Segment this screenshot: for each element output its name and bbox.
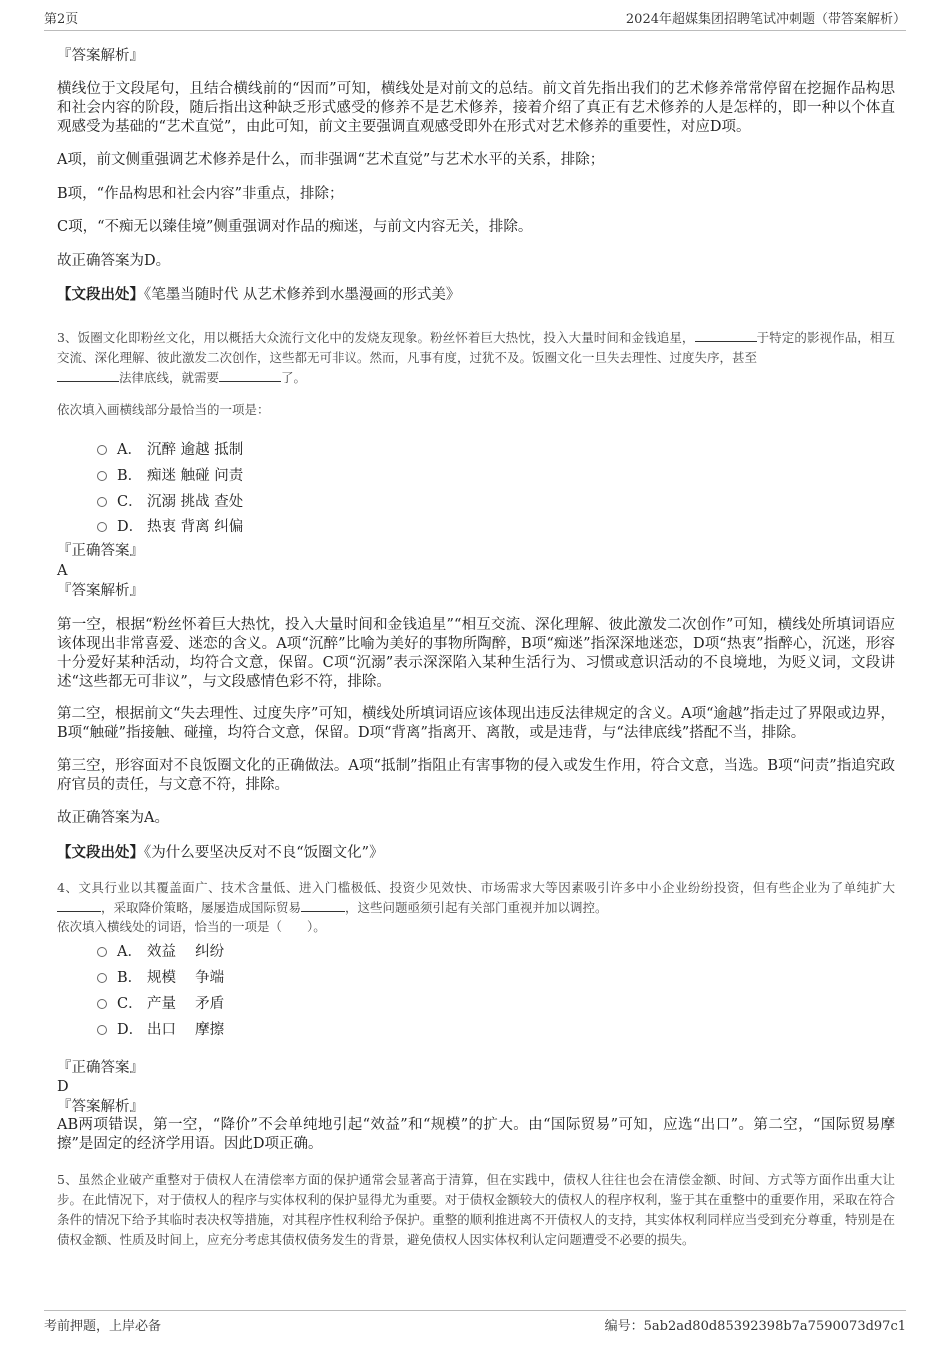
q3-source	[57, 843, 895, 863]
option-text: 沉醉 逾越 抵制	[147, 442, 244, 458]
option-text: 规模 争端	[147, 970, 225, 986]
footer-slogan: 考前押题，上岸必备	[44, 1319, 162, 1334]
q4-option-b[interactable]	[97, 966, 224, 987]
document-id: 编号：5ab2ad80d85392398b7a7590073d97c1	[604, 1319, 906, 1334]
option-letter: B．	[117, 468, 143, 484]
q3-option-b[interactable]	[97, 464, 243, 485]
blank-1	[695, 329, 757, 342]
blank-2	[301, 899, 345, 912]
q4-correct-answer: D	[57, 1079, 69, 1095]
option-letter: A．	[117, 944, 142, 960]
radio-icon[interactable]	[97, 445, 107, 455]
option-letter: D．	[117, 519, 144, 535]
page-footer	[44, 1310, 906, 1334]
q4-analysis-p1: AB两项错误，第一空，“降价”不会单纯地引起“效益”和“规模”的扩大。由“国际贸易”可知，应选“出口”。第二空，“国际贸易摩擦”是固定的经济学用语。因此D项正确。	[57, 1117, 895, 1152]
q3-option-a[interactable]	[97, 438, 243, 459]
option-letter: C．	[117, 494, 143, 510]
q3-stem-part: 了。	[281, 370, 307, 385]
q2-analysis-p4: C项，“不痴无以臻佳境”侧重强调对作品的痴迷，与前文内容无关，排除。	[57, 219, 533, 235]
q2-source	[57, 285, 895, 305]
q4-analysis-label: 『答案解析』	[57, 1099, 144, 1115]
q4-stem-part: ，这些问题亟须引起有关部门重视并加以调控。	[345, 900, 608, 915]
q3-stem-part: 于特定的影视作品，相互交流、深化理解、彼此激发二次创作，这些都无可非议。然而，凡事有度，过犹不及。饭圈文化一旦失去理性、过度失序，甚至	[57, 330, 895, 365]
q2-analysis-p1: 横线位于文段尾句，且结合横线前的“因而”可知，横线处是对前文的总结。前文首先指出我们的艺术修养常常停留在挖掘作品构思和社会内容的阶段，随后指出这种缺乏形式感受的修养不是艺术修养，接着介绍了真正有艺术修养的人是怎样的，即一种以个体直观感受为基础的“艺术直觉”，由此可知，前文主要强调直观感受即外在形式对艺术修养的重要性，对应D项。	[57, 81, 895, 135]
blank-1	[57, 899, 101, 912]
q3-prompt: 依次填入画横线部分最恰当的一项是：	[57, 402, 270, 417]
q3-analysis-p2: 第二空，根据前文“失去理性、过度失序”可知，横线处所填词语应该体现出违反法律规定的含义。A项“逾越”指走过了界限或边界，B项“触碰”指接触、碰撞，均符合文意，保留。D项“背离”指离开、离散，或是违背，与“法律底线”搭配不当，排除。	[57, 706, 895, 741]
q5-stem: 5、虽然企业破产重整对于债权人在清偿率方面的保护通常会显著高于清算，但在实践中，债权人往往也会在清偿金额、时间、方式等方面作出重大让步。在此情况下，对于债权人的程序与实体权利的保护显得尤为重要。对于债权金额较大的债权人的程序权利，鉴于其在重整中的重要作用，采取在符合条件的情况下给予其临时表决权等措施，对其程序性权利给予保护。重整的顺利推进离不开债权人的支持，其实体权利同样应当受到充分尊重，特别是在债权金额、性质及时间上，应充分考虑其债权债务发生的背景，避免债权人因实体权利认定问题遭受不必要的损失。	[57, 1172, 895, 1247]
q2-analysis-p2: A项，前文侧重强调艺术修养是什么，而非强调“艺术直觉”与艺术水平的关系，排除；	[57, 152, 605, 168]
q4-prompt: 依次填入横线处的词语，恰当的一项是（ ）。	[57, 919, 326, 934]
radio-icon[interactable]	[97, 471, 107, 481]
option-letter: D．	[117, 1022, 144, 1038]
q4-correct-label: 『正确答案』	[57, 1060, 144, 1076]
q4-option-c[interactable]	[97, 992, 224, 1013]
page-header	[44, 8, 906, 31]
source-title: 《笔墨当随时代 从艺术修养到水墨漫画的形式美》	[144, 287, 461, 303]
option-letter: C．	[117, 996, 143, 1012]
blank-2	[57, 369, 119, 382]
radio-icon[interactable]	[97, 497, 107, 507]
option-text: 出口 摩擦	[147, 1022, 225, 1038]
q3-analysis-p3: 第三空，形容面对不良饭圈文化的正确做法。A项“抵制”指阻止有害事物的侵入或发生作用，符合文意，当选。B项“问责”指追究政府官员的责任，与文意不符，排除。	[57, 758, 895, 793]
q3-option-c[interactable]	[97, 490, 243, 511]
q4-stem-part: 4、文具行业以其覆盖面广、技术含量低、进入门槛极低、投资少见效快、市场需求大等因素吸引许多中小企业纷纷投资，但有些企业为了单纯扩大	[57, 880, 895, 895]
q3-analysis-p1: 第一空，根据“粉丝怀着巨大热忱，投入大量时间和金钱追星”“相互交流、深化理解、彼此激发二次创作”可知，横线处所填词语应该体现出非常喜爱、迷恋的含义。A项“沉醉”比喻为美好的事物所陶醉，B项“痴迷”指深深地迷恋，D项“热衷”指醉心，沉迷，形容十分爱好某种活动，均符合文意，保留。C项“沉溺”表示深深陷入某种生活行为、习惯或意识活动的不良境地，为贬义词，文段讲述“这些都无可非议”，与文段感情色彩不符，排除。	[57, 617, 895, 690]
option-text: 痴迷 触碰 问责	[147, 468, 244, 484]
document-title: 2024年超媒集团招聘笔试冲刺题（带答案解析）	[625, 12, 906, 27]
q4-option-d[interactable]	[97, 1018, 224, 1039]
option-text: 热衷 背离 纠偏	[147, 519, 244, 535]
q3-stem-part: 法律底线，就需要	[119, 370, 220, 385]
page-number: 第2页	[44, 12, 79, 27]
option-text: 沉溺 挑战 查处	[147, 494, 244, 510]
q3-correct-label: 『正确答案』	[57, 543, 144, 559]
q3-analysis-label: 『答案解析』	[57, 583, 144, 599]
q2-analysis-label: 『答案解析』	[57, 48, 144, 64]
q3-answer: 故正确答案为A。	[57, 810, 169, 826]
radio-icon[interactable]	[97, 1025, 107, 1035]
q3-correct-answer: A	[57, 563, 68, 579]
q2-analysis-p3: B项，“作品构思和社会内容”非重点，排除；	[57, 186, 344, 202]
blank-3	[219, 369, 281, 382]
option-letter: B．	[117, 970, 143, 986]
q3-stem-part: 3、饭圈文化即粉丝文化，用以概括大众流行文化中的发烧友现象。粉丝怀着巨大热忱，投入大量时间和金钱追星，	[57, 330, 695, 345]
option-text: 效益 纠纷	[147, 944, 225, 960]
q4-option-a[interactable]	[97, 940, 224, 961]
radio-icon[interactable]	[97, 522, 107, 532]
q3-option-d[interactable]	[97, 515, 243, 536]
q4-stem-part: ，采取降价策略，屡屡造成国际贸易	[101, 900, 302, 915]
radio-icon[interactable]	[97, 999, 107, 1009]
radio-icon[interactable]	[97, 973, 107, 983]
q2-answer: 故正确答案为D。	[57, 253, 171, 269]
source-title: 《为什么要坚决反对不良“饭圈文化”》	[144, 845, 384, 861]
q3-stem	[57, 328, 895, 388]
option-letter: A．	[117, 442, 142, 458]
option-text: 产量 矛盾	[147, 996, 225, 1012]
radio-icon[interactable]	[97, 947, 107, 957]
source-label: 【文段出处】	[57, 844, 144, 861]
q4-stem	[57, 878, 895, 918]
source-label: 【文段出处】	[57, 286, 144, 303]
